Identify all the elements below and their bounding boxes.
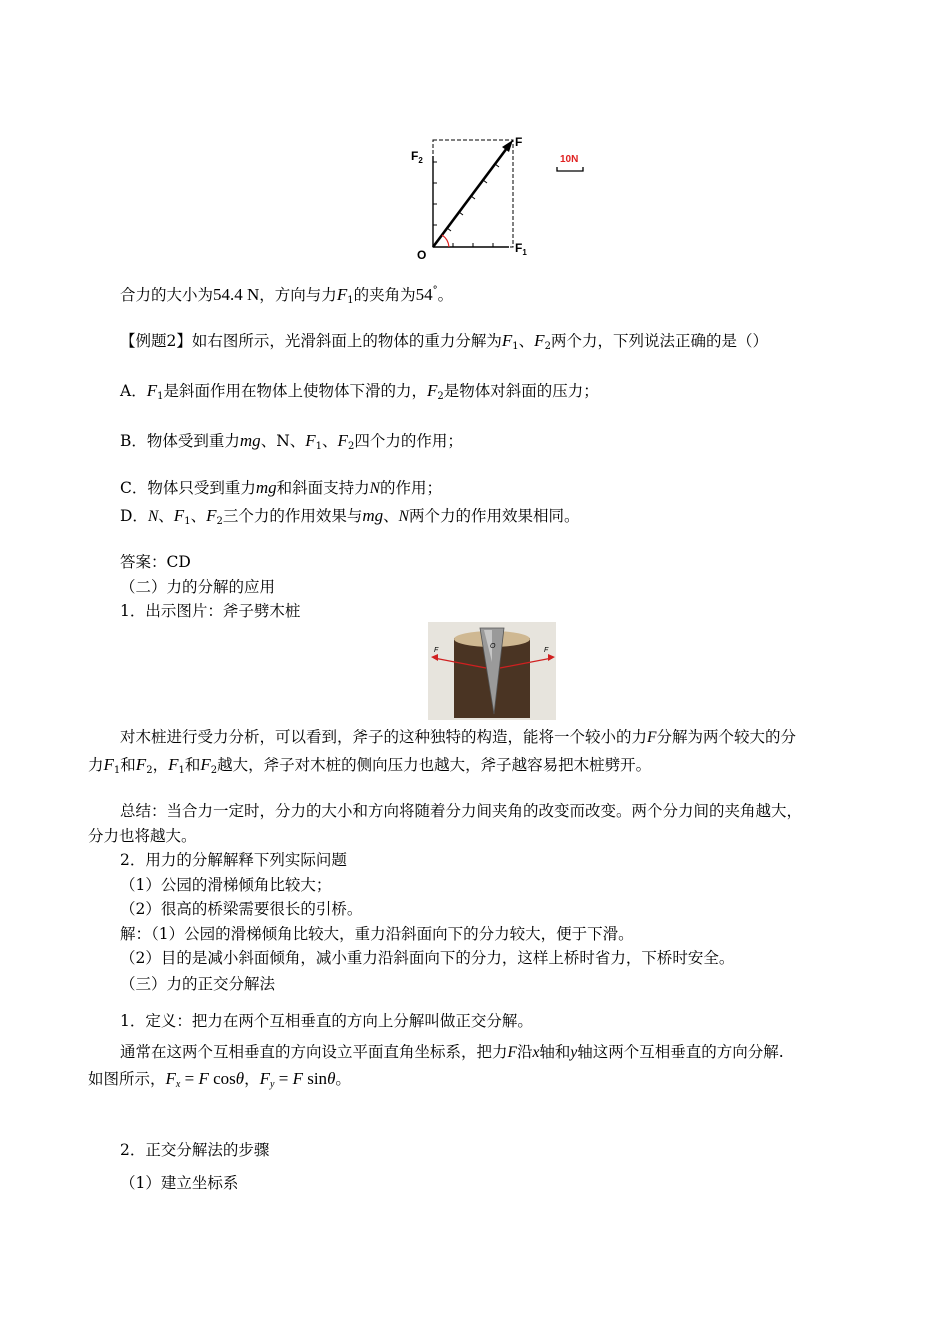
resultant-ticks [447,164,499,231]
scale-label: 10N [560,154,579,165]
question-1: （1）公园的滑梯倾角比较大； [120,876,332,894]
axe-log-photo [428,622,556,720]
label-f2: $F_2$ [411,149,423,165]
resultant-result-line: 合力的大小为54.4 N，方向与力$F_1$的夹角为54°。 [120,285,454,306]
resultant-vector [433,144,510,247]
option-a: A．$F_1$是斜面作用在物体上使物体下滑的力，$F_2$是物体对斜面的压力； [120,381,599,402]
summary-line-1: 总结：当合力一定时，分力的大小和方向将随着分力间夹角的改变而改变。两个分力间的夹角越大， [120,802,803,820]
answer: 答案：CD [120,553,191,571]
photo-label-f1: F [434,647,439,654]
label-f: F [515,135,523,149]
step-1: （1）建立坐标系 [120,1174,239,1192]
photo-label-f2: F [544,647,549,654]
axe-analysis-line-1: 对木桩进行受力分析，可以看到，斧子的这种独特的构造，能将一个较小的力F分解为两个较大的分 [120,728,796,746]
force-diagram [405,130,595,265]
resultant-arrowhead-icon [502,140,513,152]
scale-bar [557,167,583,171]
question-2: （2）很高的桥梁需要很长的引桥。 [120,900,363,918]
item-2: 2．用力的分解解释下列实际问题 [120,851,347,869]
axe-analysis-line-2: 力$F_1$和$F_2$，$F_1$和$F_2$越大，斧子对木桩的侧向压力也越大，斧子越容易把木桩劈开。 [88,755,652,776]
solution-1: 解：（1）公园的滑梯倾角比较大，重力沿斜面向下的分力较大，便于下滑。 [120,925,634,943]
item-1: 1．出示图片：斧子劈木桩 [120,602,301,620]
angle-arc [442,235,449,247]
section-heading-3: （三）力的正交分解法 [120,975,276,993]
option-d: D．N、$F_1$、$F_2$三个力的作用效果与mg、N两个力的作用效果相同。 [120,506,580,527]
photo-label-o: O [490,643,496,650]
section-heading-2: （二）力的分解的应用 [120,578,276,596]
item-3: 2．正交分解法的步骤 [120,1141,270,1159]
summary-line-2: 分力也将越大。 [88,827,197,845]
label-f1: $F_1$ [515,241,527,257]
option-b: B．物体受到重力mg、N、$F_1$、$F_2$四个力的作用； [120,431,463,452]
orthogonal-line-1: 通常在这两个互相垂直的方向设立平面直角坐标系，把力F沿x轴和y轴这两个互相垂直的方向分解. [120,1043,784,1061]
label-o: O [417,248,427,262]
definition: 1．定义：把力在两个互相垂直的方向上分解叫做正交分解。 [120,1012,533,1030]
option-c: C．物体只受到重力mg和斜面支持力N的作用； [120,478,443,497]
example-2-question: 【例题2】如右图所示，光滑斜面上的物体的重力分解为$F_1$、$F_2$两个力，下列说法正确的是（） [120,331,768,352]
orthogonal-line-2: 如图所示，$F_x = F$ cosθ，$F_y = F$ sinθ。 [88,1069,351,1090]
solution-2: （2）目的是减小斜面倾角，减小重力沿斜面向下的分力，这样上桥时省力，下桥时安全。 [120,949,735,967]
